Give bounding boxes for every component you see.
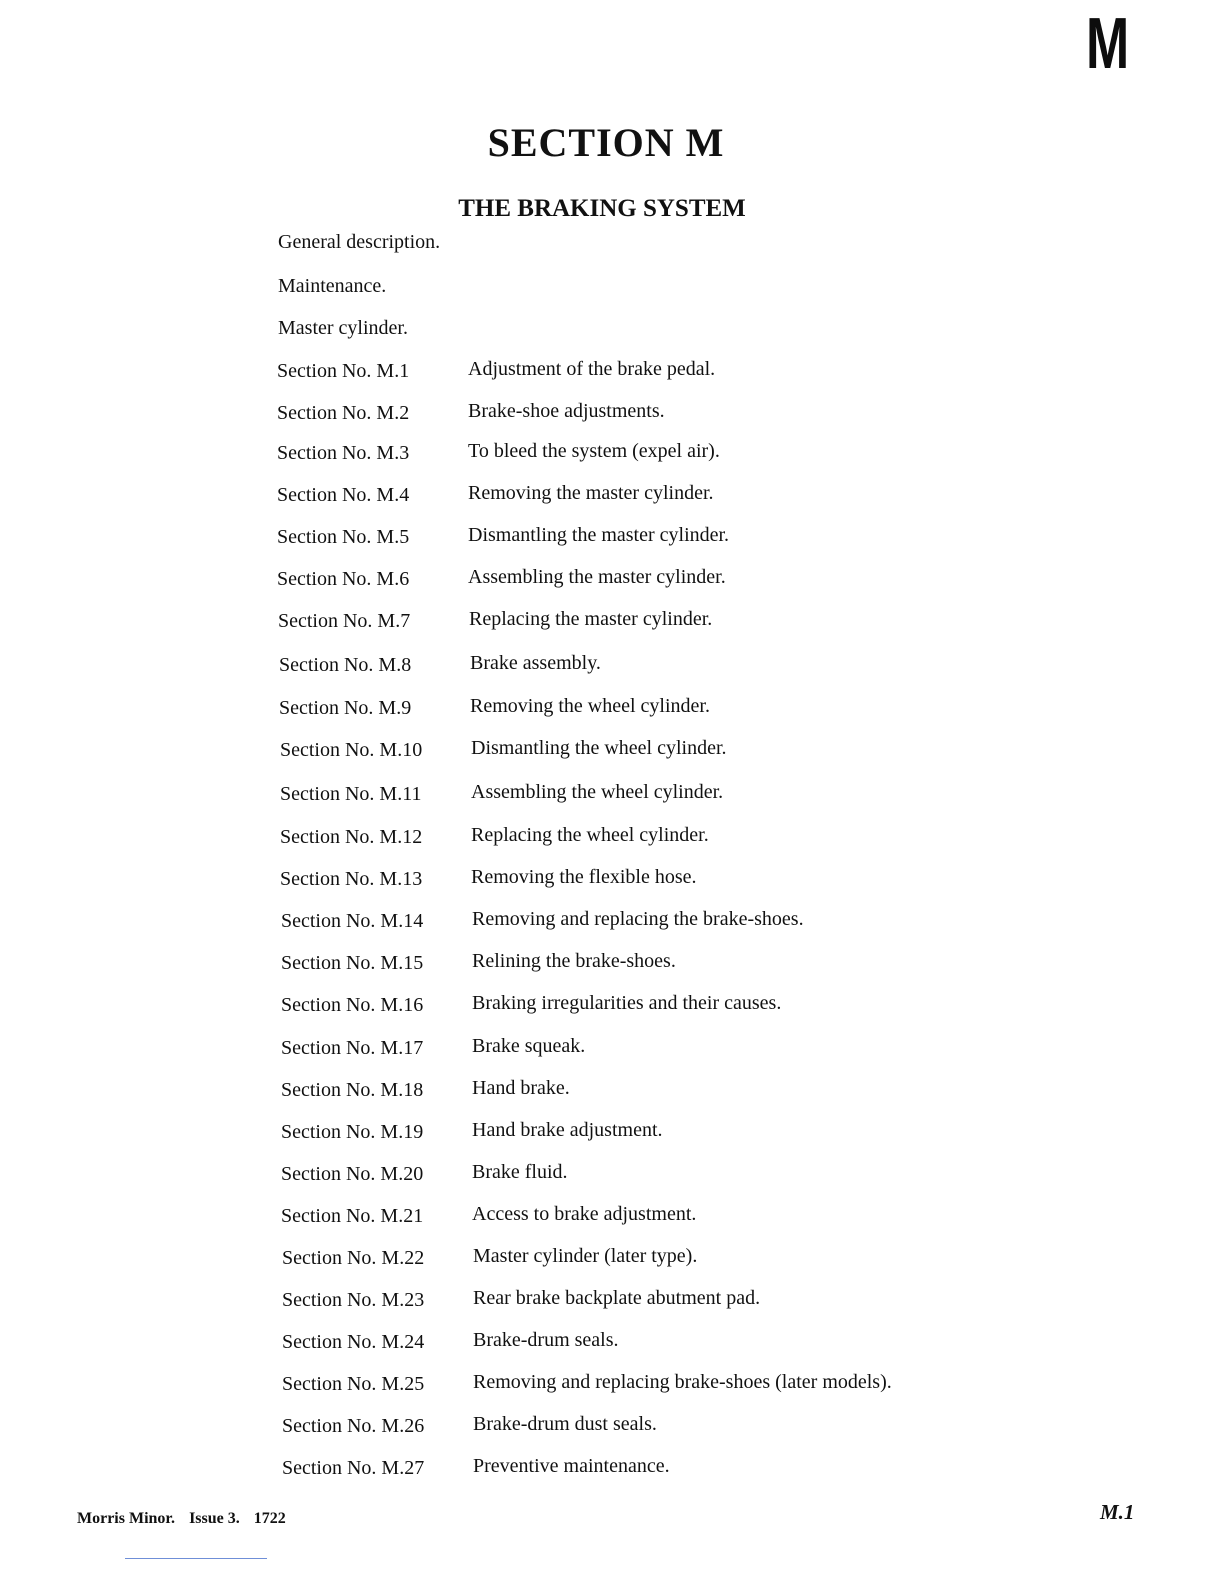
toc-section-title: Removing and replacing the brake-shoes. bbox=[472, 908, 804, 930]
toc-section-number: Section No. M.19 bbox=[281, 1121, 424, 1143]
toc-section-number: Section No. M.17 bbox=[281, 1037, 424, 1059]
toc-section-number: Section No. M.3 bbox=[277, 442, 410, 464]
toc-section-title: Access to brake adjustment. bbox=[472, 1203, 697, 1225]
toc-section-number: Section No. M.21 bbox=[281, 1205, 424, 1227]
page-number: M.1 bbox=[1100, 1500, 1135, 1524]
toc-section-title: Hand brake adjustment. bbox=[472, 1119, 663, 1141]
toc-section-title: Removing the master cylinder. bbox=[468, 482, 714, 504]
intro-item-maintenance: Maintenance. bbox=[278, 275, 387, 297]
toc-section-number: Section No. M.22 bbox=[282, 1247, 425, 1269]
intro-item-general-description: General description. bbox=[278, 231, 441, 253]
toc-section-title: Replacing the wheel cylinder. bbox=[471, 824, 709, 846]
toc-section-title: Master cylinder (later type). bbox=[473, 1245, 698, 1267]
bottom-rule-divider bbox=[125, 1558, 267, 1559]
toc-section-title: Brake-drum dust seals. bbox=[473, 1413, 657, 1435]
toc-section-number: Section No. M.10 bbox=[280, 739, 423, 761]
toc-section-number: Section No. M.16 bbox=[281, 994, 424, 1016]
toc-section-title: To bleed the system (expel air). bbox=[468, 440, 720, 462]
footer-issue: Issue 3. bbox=[189, 1510, 240, 1527]
section-heading: SECTION M bbox=[487, 119, 725, 165]
toc-section-number: Section No. M.27 bbox=[282, 1457, 425, 1479]
toc-section-number: Section No. M.14 bbox=[281, 910, 424, 932]
toc-section-number: Section No. M.13 bbox=[280, 868, 423, 890]
toc-section-title: Brake fluid. bbox=[472, 1161, 568, 1183]
toc-section-number: Section No. M.15 bbox=[281, 952, 424, 974]
toc-section-title: Dismantling the wheel cylinder. bbox=[471, 737, 727, 759]
footer-model: Morris Minor. bbox=[77, 1510, 176, 1527]
toc-section-number: Section No. M.1 bbox=[277, 360, 410, 382]
toc-section-title: Assembling the master cylinder. bbox=[468, 566, 726, 588]
toc-section-number: Section No. M.4 bbox=[277, 484, 410, 506]
toc-section-title: Replacing the master cylinder. bbox=[469, 608, 713, 630]
toc-section-title: Brake-drum seals. bbox=[473, 1329, 619, 1351]
toc-section-title: Removing the wheel cylinder. bbox=[470, 695, 710, 717]
toc-section-number: Section No. M.9 bbox=[279, 697, 412, 719]
toc-section-number: Section No. M.2 bbox=[277, 402, 410, 424]
toc-section-title: Removing and replacing brake-shoes (later models). bbox=[473, 1371, 892, 1393]
section-corner-letter: M bbox=[1086, 4, 1130, 84]
toc-section-title: Brake assembly. bbox=[470, 652, 601, 674]
toc-section-title: Hand brake. bbox=[472, 1077, 570, 1099]
toc-section-title: Adjustment of the brake pedal. bbox=[468, 358, 716, 380]
toc-section-number: Section No. M.18 bbox=[281, 1079, 424, 1101]
toc-section-number: Section No. M.24 bbox=[282, 1331, 425, 1353]
toc-section-number: Section No. M.8 bbox=[279, 654, 412, 676]
section-subheading: THE BRAKING SYSTEM bbox=[458, 194, 746, 222]
intro-item-master-cylinder: Master cylinder. bbox=[278, 317, 408, 339]
footer-code: 1722 bbox=[253, 1510, 286, 1527]
toc-section-title: Brake-shoe adjustments. bbox=[468, 400, 665, 422]
toc-section-number: Section No. M.12 bbox=[280, 826, 423, 848]
toc-section-title: Removing the flexible hose. bbox=[471, 866, 697, 888]
toc-section-title: Assembling the wheel cylinder. bbox=[471, 781, 724, 803]
toc-section-number: Section No. M.6 bbox=[277, 568, 410, 590]
toc-section-number: Section No. M.26 bbox=[282, 1415, 425, 1437]
toc-section-number: Section No. M.11 bbox=[280, 783, 422, 805]
toc-section-number: Section No. M.5 bbox=[277, 526, 410, 548]
toc-section-number: Section No. M.20 bbox=[281, 1163, 424, 1185]
toc-section-title: Rear brake backplate abutment pad. bbox=[473, 1287, 761, 1309]
footer-publication-info bbox=[77, 1511, 300, 1527]
toc-section-number: Section No. M.25 bbox=[282, 1373, 425, 1395]
toc-section-number: Section No. M.7 bbox=[278, 610, 411, 632]
toc-section-title: Braking irregularities and their causes. bbox=[472, 992, 782, 1014]
toc-section-title: Preventive maintenance. bbox=[473, 1455, 670, 1477]
toc-section-title: Dismantling the master cylinder. bbox=[468, 524, 730, 546]
toc-section-title: Brake squeak. bbox=[472, 1035, 586, 1057]
toc-section-number: Section No. M.23 bbox=[282, 1289, 425, 1311]
toc-section-title: Relining the brake-shoes. bbox=[472, 950, 676, 972]
